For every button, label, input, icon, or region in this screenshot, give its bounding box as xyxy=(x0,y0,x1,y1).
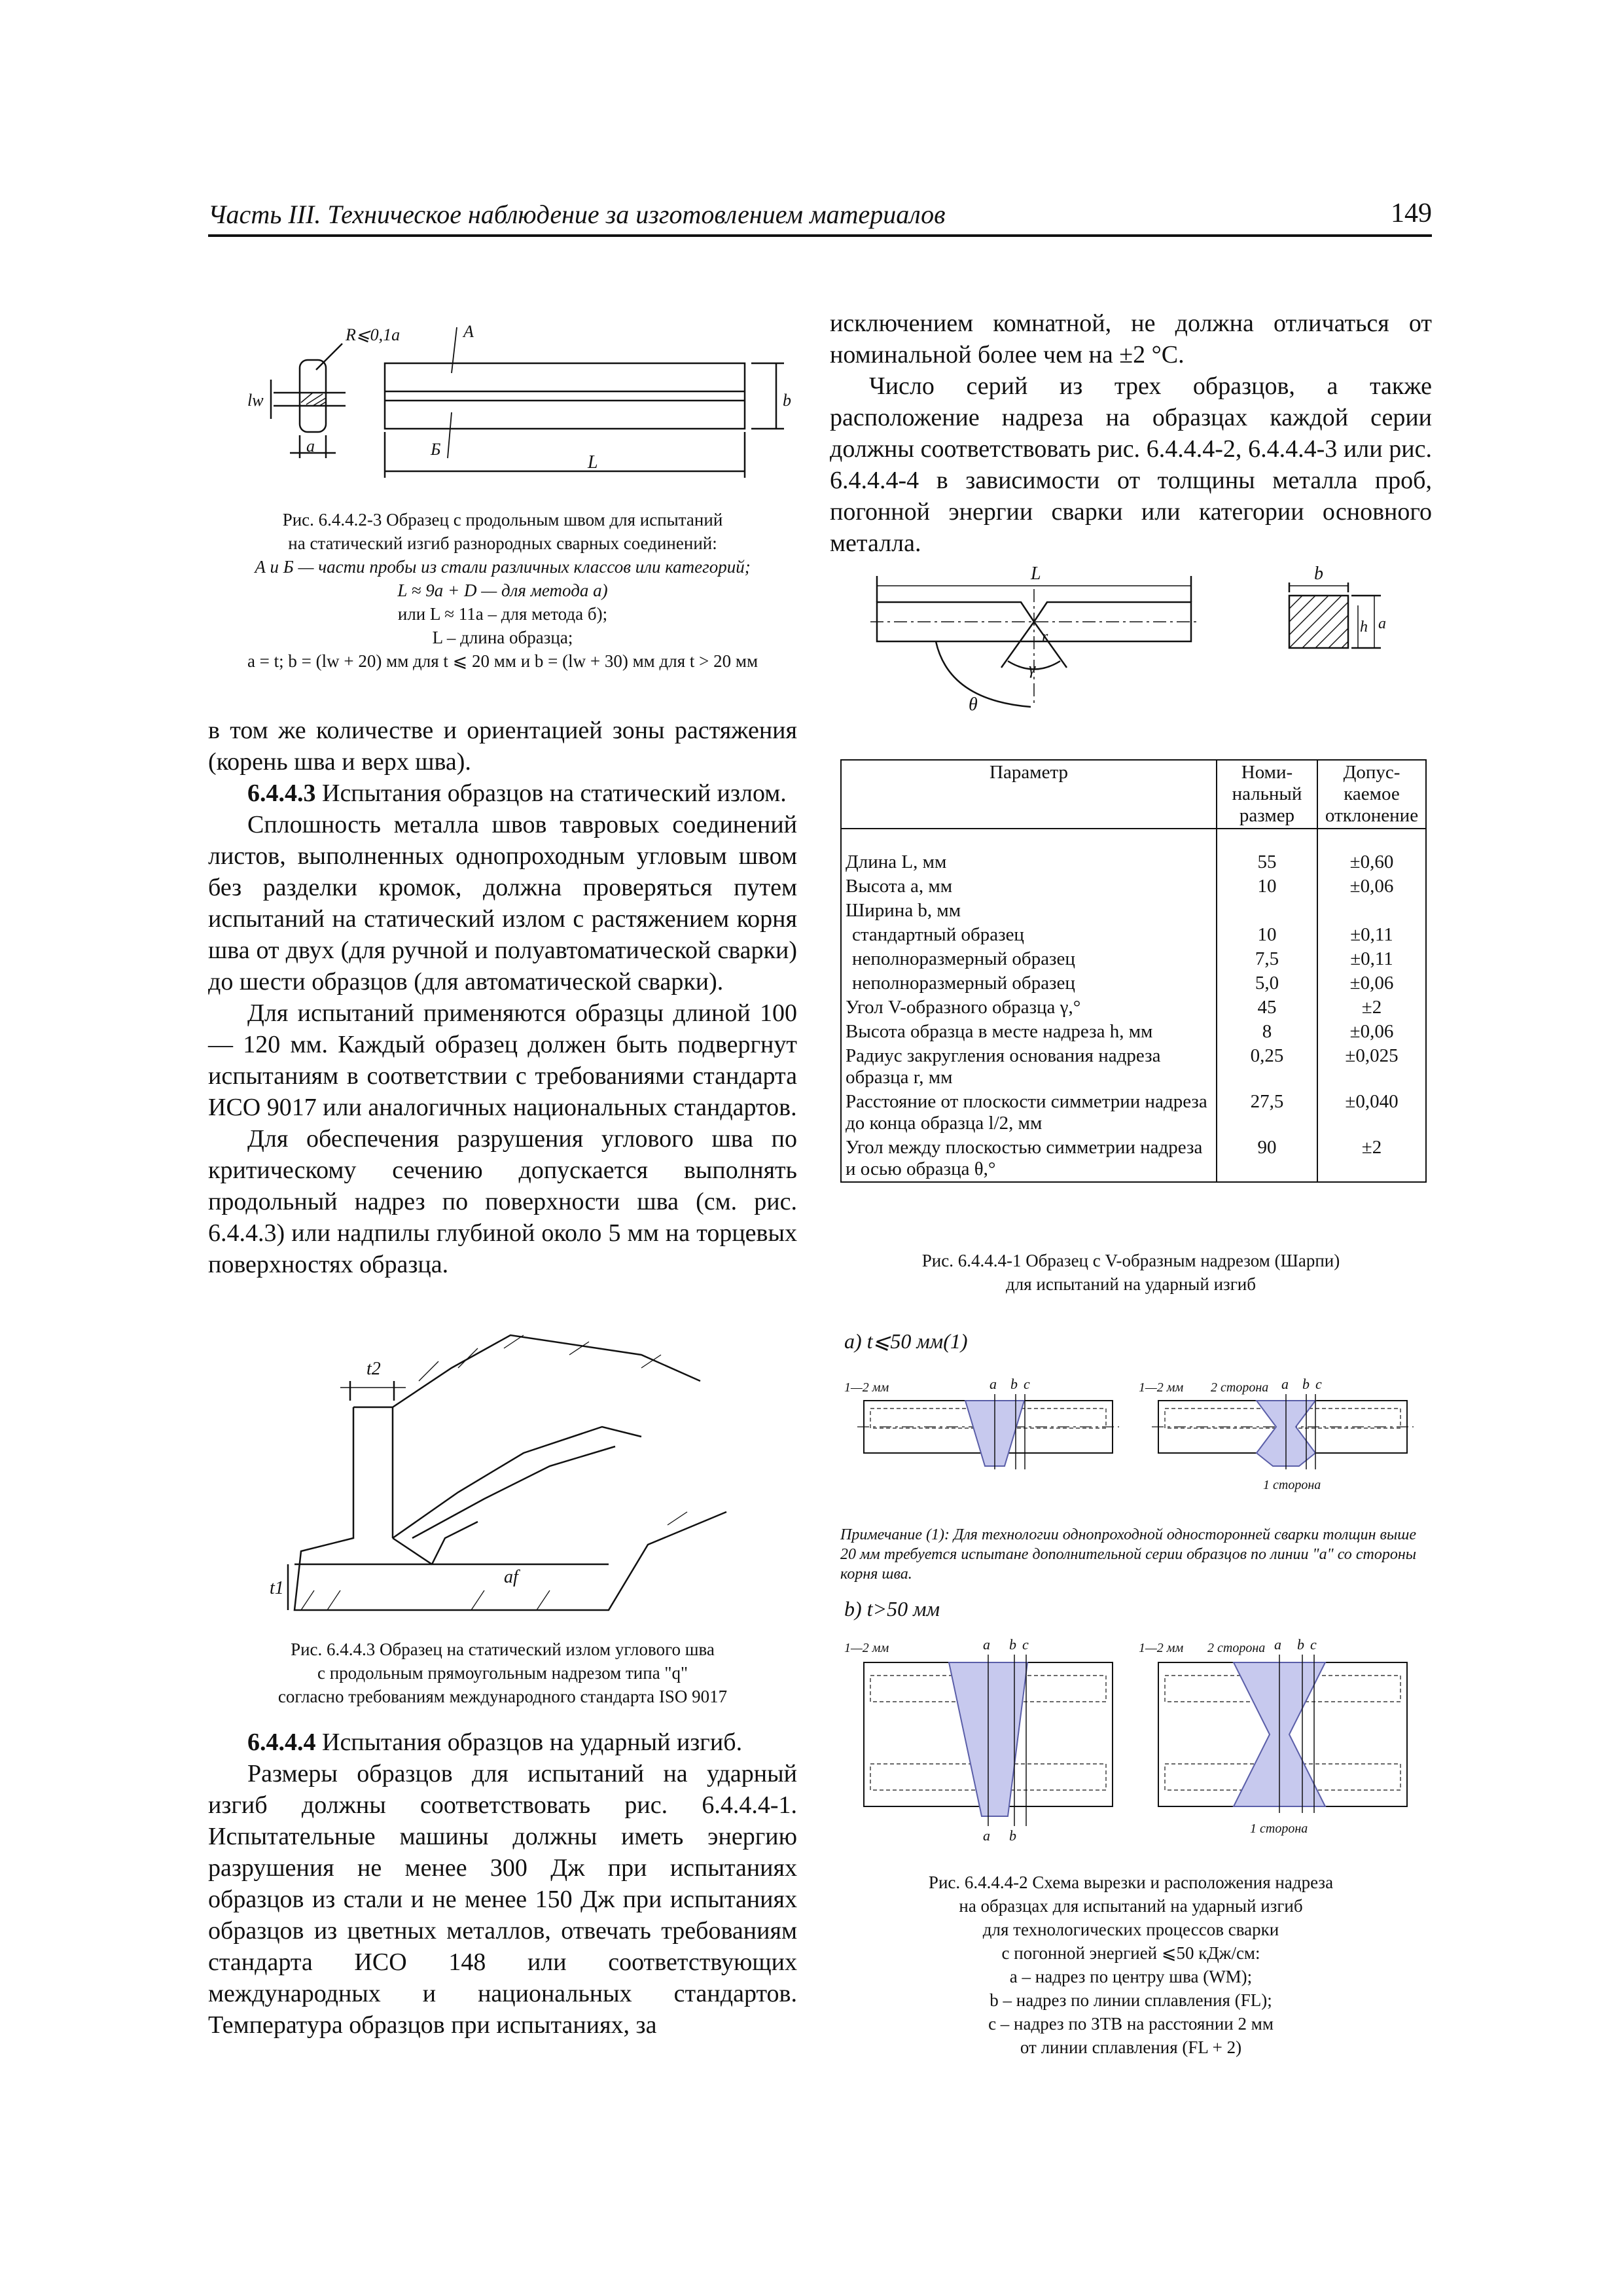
cell-tolerance: ±0,06 xyxy=(1317,1020,1426,1044)
cell-nominal: 55 xyxy=(1217,850,1317,874)
label-lw: lw xyxy=(247,391,264,410)
caption-line: А и Б — части пробы из стали различных классов или категорий; xyxy=(255,557,751,577)
cell-param: Расстояние от плоскости симметрии надреза до конца образца l/2, мм xyxy=(841,1090,1217,1136)
cell-param-text: стандартный образец xyxy=(852,924,1024,945)
section-title: Испытания образцов на статический излом. xyxy=(315,780,787,807)
table-row xyxy=(841,947,1426,971)
caption-line: L ≈ 9a + D — для метода а) xyxy=(397,581,608,600)
header-parameter: Параметр xyxy=(841,760,1217,829)
cell-param: Радиус закругления основания надреза образца r, мм xyxy=(841,1044,1217,1090)
figure-charpy-specimen xyxy=(870,556,1433,733)
page-header xyxy=(208,196,1432,237)
header-line: Допус- xyxy=(1343,762,1400,783)
header-line: отклонение xyxy=(1325,805,1419,826)
caption-fig-6-4-4-2-3 xyxy=(208,508,797,673)
cell-param xyxy=(841,923,1217,947)
header-line: каемое xyxy=(1344,783,1400,804)
header-line: размер xyxy=(1239,805,1295,826)
cell-param-text: неполноразмерный образец xyxy=(852,948,1075,969)
caption-line: для испытаний на ударный изгиб xyxy=(1006,1274,1256,1294)
caption-line: a – надрез по центру шва (WM); xyxy=(1009,1967,1253,1986)
label-gamma: γ xyxy=(1029,659,1036,678)
table-row xyxy=(841,1090,1426,1136)
caption-fig-6-4-4-4-1 xyxy=(830,1249,1432,1296)
cell-param-text: неполноразмерный образец xyxy=(852,973,1075,994)
label-a: a xyxy=(983,1827,990,1844)
cell-nominal: 8 xyxy=(1217,1020,1317,1044)
section-title: Испытания образцов на ударный изгиб. xyxy=(315,1729,743,1756)
label-gap: 1—2 мм xyxy=(1139,1641,1184,1655)
header-line: нальный xyxy=(1232,783,1302,804)
label-radius: r xyxy=(1042,628,1048,645)
cell-nominal xyxy=(1217,899,1317,923)
left-text-block xyxy=(208,715,797,1280)
cell-tolerance: ±0,06 xyxy=(1317,874,1426,899)
caption-line: для технологических процессов сварки xyxy=(982,1920,1279,1939)
header-title: Часть III. Техническое наблюдение за изготовлением материалов xyxy=(208,200,946,229)
label-side-2: 2 сторона xyxy=(1211,1380,1269,1395)
cell-nominal: 45 xyxy=(1217,996,1317,1020)
paragraph: в том же количестве и ориентацией зоны растяжения (корень шва и верх шва). xyxy=(208,717,797,776)
label-h: h xyxy=(1360,619,1368,636)
charpy-dimensions-table xyxy=(840,759,1427,1183)
cell-tolerance: ±0,025 xyxy=(1317,1044,1426,1090)
figure-notch-scheme-a xyxy=(844,1368,1427,1518)
section-number: 6.4.4.4 xyxy=(247,1729,316,1756)
caption-fig-6-4-4-4-2 xyxy=(830,1871,1432,2059)
cell-tolerance: ±0,040 xyxy=(1317,1090,1426,1136)
caption-line: с продольным прямоугольным надрезом типа "q" xyxy=(317,1663,688,1683)
figure-notch-scheme-b xyxy=(844,1636,1427,1846)
cell-nominal: 10 xyxy=(1217,923,1317,947)
header-tolerance xyxy=(1317,760,1426,829)
page-number: 149 xyxy=(1391,198,1432,228)
caption-line: Рис. 6.4.4.3 Образец на статический излом углового шва xyxy=(291,1640,715,1659)
label-radius: R⩽0,1a xyxy=(346,325,401,344)
label-c: c xyxy=(1315,1376,1322,1392)
label-part-b: Б xyxy=(431,440,441,459)
label-b: b xyxy=(1297,1636,1304,1653)
label-side-1: 1 сторона xyxy=(1263,1478,1321,1492)
paragraph: исключением комнатной, не должна отличаться от номинальной более чем на ±2 °C. xyxy=(830,310,1432,368)
label-b: b xyxy=(1009,1636,1016,1653)
caption-fig-6-4-4-3 xyxy=(208,1638,797,1708)
right-text-block xyxy=(830,308,1432,559)
label-af: af xyxy=(504,1567,518,1587)
label-c: c xyxy=(1310,1636,1317,1653)
label-gap: 1—2 мм xyxy=(1139,1380,1184,1395)
label-width: b xyxy=(1314,564,1323,584)
label-length: L xyxy=(1031,564,1041,584)
section-heading-6-4-4-4 xyxy=(208,1727,797,1758)
label-a: a xyxy=(1378,615,1386,632)
paragraph: Для испытаний применяются образцы длиной 100 — 120 мм. Каждый образец должен быть подвергнут испытаниям в соответствии с требованиями стандарта ИСО 9017 или аналогичных национальных стандартов. xyxy=(208,999,797,1121)
cell-param: Ширина b, мм xyxy=(841,899,1217,923)
caption-line: a = t; b = (lw + 20) мм для t ⩽ 20 мм и b = (lw + 30) мм для t > 20 мм xyxy=(247,651,758,671)
section-a-label: а) t⩽50 мм(1) xyxy=(844,1329,968,1353)
cell-tolerance xyxy=(1317,899,1426,923)
cell-tolerance: ±0,11 xyxy=(1317,923,1426,947)
label-a: a xyxy=(306,437,315,456)
figure-bend-specimen xyxy=(208,308,797,504)
cell-tolerance: ±2 xyxy=(1317,1136,1426,1182)
cell-tolerance: ±0,60 xyxy=(1317,850,1426,874)
cell-param: Высота a, мм xyxy=(841,874,1217,899)
cell-tolerance: ±2 xyxy=(1317,996,1426,1020)
label-b: b xyxy=(1302,1376,1310,1392)
label-a: a xyxy=(1274,1636,1281,1653)
label-a: a xyxy=(983,1636,990,1653)
table-row xyxy=(841,996,1426,1020)
paragraph: Сплошность металла швов тавровых соединений листов, выполненных однопроходным угловым швом без разделки кромок, должна проверяться путем испытаний на статический излом с растяжением корня шва от двух (для ручной и полуавтоматической сварки) до шести образцов (для автоматической сварки). xyxy=(208,811,797,996)
header-nominal xyxy=(1217,760,1317,829)
table-row xyxy=(841,1020,1426,1044)
figure-note: Примечание (1): Для технологии однопроходной односторонней сварки толщин выше 20 мм требуется испытане дополнительной серии образцов по линии "a" со стороны корня шва. xyxy=(840,1526,1416,1583)
label-c: c xyxy=(1022,1636,1029,1653)
cell-param: Длина L, мм xyxy=(841,850,1217,874)
label-theta: θ xyxy=(969,694,978,715)
label-t2: t2 xyxy=(366,1359,381,1379)
caption-line: от линии сплавления (FL + 2) xyxy=(1020,2037,1242,2057)
caption-line: L – длина образца; xyxy=(432,628,573,647)
cell-tolerance: ±0,11 xyxy=(1317,947,1426,971)
cell-nominal: 90 xyxy=(1217,1136,1317,1182)
cell-nominal: 7,5 xyxy=(1217,947,1317,971)
table-row xyxy=(841,850,1426,874)
table-row xyxy=(841,971,1426,996)
caption-line: Рис. 6.4.4.4-1 Образец с V-образным надрезом (Шарпи) xyxy=(921,1251,1340,1270)
caption-line: на образцах для испытаний на ударный изгиб xyxy=(959,1896,1303,1916)
left-text-block-2 xyxy=(208,1727,797,2041)
paragraph: Для обеспечения разрушения углового шва по критическому сечению допускается выполнять продольный надрез по поверхности шва (см. рис. 6.4.4.3) или надпилы глубиной около 5 мм на торцевых поверхностях образца. xyxy=(208,1125,797,1278)
cell-nominal: 10 xyxy=(1217,874,1317,899)
label-b: b xyxy=(1010,1376,1018,1392)
label-side-1: 1 сторона xyxy=(1250,1821,1308,1836)
section-b-label: b) t>50 мм xyxy=(844,1597,940,1621)
cell-tolerance: ±0,06 xyxy=(1317,971,1426,996)
caption-line: b – надрез по линии сплавления (FL); xyxy=(990,1990,1272,2010)
label-a: a xyxy=(990,1376,997,1392)
paragraph: Размеры образцов для испытаний на ударный изгиб должны соответствовать рис. 6.4.4.4-1. Испытательные машины должны иметь энергию разрушения не менее 300 Дж при испытаниях образцов из стали и не менее 150 Дж при испытаниях образцов из цветных металлов, отвечать требованиям стандарта ИСО 148 или соответствующих международных и национальных стандартов. Температура образцов при испытаниях, за xyxy=(208,1760,797,2039)
cell-param: Угол V-образного образца γ,° xyxy=(841,996,1217,1020)
table-row xyxy=(841,874,1426,899)
section-heading-6-4-4-3 xyxy=(208,778,797,809)
caption-line: согласно требованиям международного стандарта ISO 9017 xyxy=(277,1687,728,1706)
label-part-a: A xyxy=(463,322,474,341)
cell-nominal: 27,5 xyxy=(1217,1090,1317,1136)
cell-nominal: 0,25 xyxy=(1217,1044,1317,1090)
figure-fracture-specimen xyxy=(270,1329,746,1636)
caption-line: на статический изгиб разнородных сварных соединений: xyxy=(288,533,717,553)
cell-nominal: 5,0 xyxy=(1217,971,1317,996)
label-gap: 1—2 мм xyxy=(844,1641,889,1655)
label-t1: t1 xyxy=(270,1578,284,1598)
label-c: c xyxy=(1024,1376,1030,1392)
caption-line: или L ≈ 11a – для метода б); xyxy=(397,604,608,624)
caption-line: Рис. 6.4.4.4-2 Схема вырезки и расположения надреза xyxy=(928,1873,1334,1892)
label-width: b xyxy=(783,391,791,410)
caption-line: Рис. 6.4.4.2-3 Образец с продольным швом для испытаний xyxy=(282,510,723,529)
header-line: Номи- xyxy=(1241,762,1293,783)
paragraph: Число серий из трех образцов, а также расположение надреза на образцах каждой серии должны соответствовать рис. 6.4.4.4-2, 6.4.4.4-3 или рис. 6.4.4.4-4 в зависимости от толщины металла проб, погонной энергии сварки или категории основного металла. xyxy=(830,372,1432,557)
table-row xyxy=(841,1044,1426,1090)
cell-param: Угол между плоскостью симметрии надреза и осью образца θ,° xyxy=(841,1136,1217,1182)
label-side-2: 2 сторона xyxy=(1207,1641,1266,1655)
label-length: L xyxy=(588,452,598,473)
cell-param xyxy=(841,971,1217,996)
label-b: b xyxy=(1009,1827,1016,1844)
label-gap: 1—2 мм xyxy=(844,1380,889,1395)
table-row xyxy=(841,899,1426,923)
cell-param xyxy=(841,947,1217,971)
table-row xyxy=(841,923,1426,947)
label-a: a xyxy=(1281,1376,1289,1392)
table-header-row xyxy=(841,760,1426,829)
caption-line: с погонной энергией ⩽50 кДж/см: xyxy=(1001,1943,1260,1963)
section-number: 6.4.4.3 xyxy=(247,780,316,807)
cell-param: Высота образца в месте надреза h, мм xyxy=(841,1020,1217,1044)
table-row xyxy=(841,1136,1426,1182)
caption-line: c – надрез по ЗТВ на расстоянии 2 мм xyxy=(988,2014,1274,2034)
